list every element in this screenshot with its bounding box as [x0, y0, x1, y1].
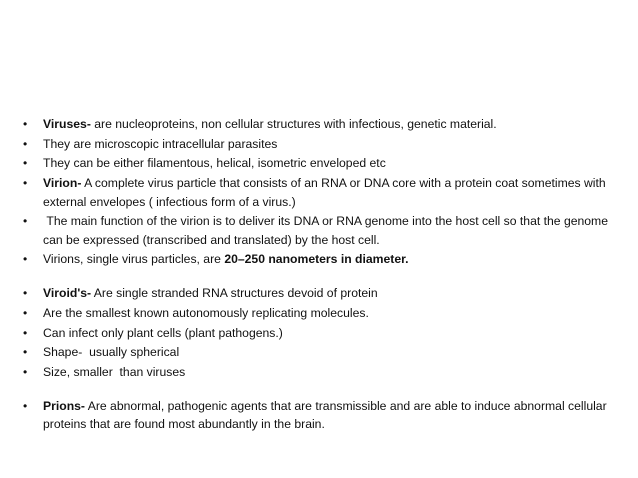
- group-spacer: [22, 383, 622, 397]
- bullet-text: A complete virus particle that consists of an RNA or DNA core with a protein coat sometimes with external envelopes ( infectious form of a virus.): [43, 176, 606, 209]
- bullet-item: [22, 284, 622, 303]
- bullet-item: [22, 363, 622, 382]
- bullet-text: Are abnormal, pathogenic agents that are transmissible and are able to induce abnormal cellular proteins that are found most abundantly in the brain.: [43, 398, 607, 432]
- bullet-text: Virions, single virus particles, are: [43, 252, 225, 267]
- bullet-dot: •: [23, 325, 28, 340]
- bullet-dot: •: [23, 398, 28, 413]
- bullet-item: [22, 154, 622, 173]
- bullet-item: [22, 174, 622, 211]
- bullet-text: Size, smaller than viruses: [43, 364, 186, 379]
- bullet-item: [22, 250, 622, 269]
- bullet-text: are nucleoproteins, non cellular structures with infectious, genetic material.: [90, 117, 497, 131]
- bullet-item: [22, 135, 622, 154]
- bullet-dot: •: [23, 364, 28, 379]
- bullet-item: [22, 397, 622, 434]
- bullet-dot: •: [23, 252, 28, 267]
- bullet-dot: •: [23, 117, 28, 131]
- group-spacer: [22, 270, 622, 284]
- bullet-emphasis: 20–250 nanometers in diameter.: [224, 252, 409, 267]
- bullet-text: Shape- usually spherical: [43, 345, 180, 360]
- bullet-text: The main function of the virion is to deliver its DNA or RNA genome into the host cell so that the genome can be expressed (transcribed and translated) by the host cell.: [43, 214, 612, 247]
- bullet-item: [22, 212, 622, 249]
- bullet-dot: •: [23, 286, 28, 301]
- bullet-dot: •: [23, 136, 28, 151]
- bullet-dot: •: [23, 305, 28, 320]
- bullet-dot: •: [23, 345, 28, 360]
- bullet-item: [22, 324, 622, 343]
- bullet-text: They can be either filamentous, helical, isometric enveloped etc: [43, 156, 386, 171]
- bullet-text: Are single stranded RNA structures devoid of protein: [91, 286, 378, 301]
- bullet-item: [22, 343, 622, 362]
- bullet-item: [22, 115, 622, 134]
- bullet-text: Can infect only plant cells (plant pathogens.): [43, 325, 283, 340]
- bullet-list: [22, 115, 622, 435]
- bullet-term: Virion-: [43, 176, 82, 191]
- bullet-dot: •: [23, 156, 28, 171]
- bullet-dot: •: [23, 176, 28, 191]
- bullet-text: They are microscopic intracellular parasites: [43, 136, 278, 151]
- bullet-term: Viroid's-: [43, 286, 92, 301]
- bullet-dot: •: [23, 214, 28, 229]
- bullet-term: Prions-: [43, 398, 85, 413]
- bullet-term: Viruses-: [43, 117, 91, 131]
- bullet-item: [22, 304, 622, 323]
- bullet-text: Are the smallest known autonomously replicating molecules.: [43, 305, 369, 320]
